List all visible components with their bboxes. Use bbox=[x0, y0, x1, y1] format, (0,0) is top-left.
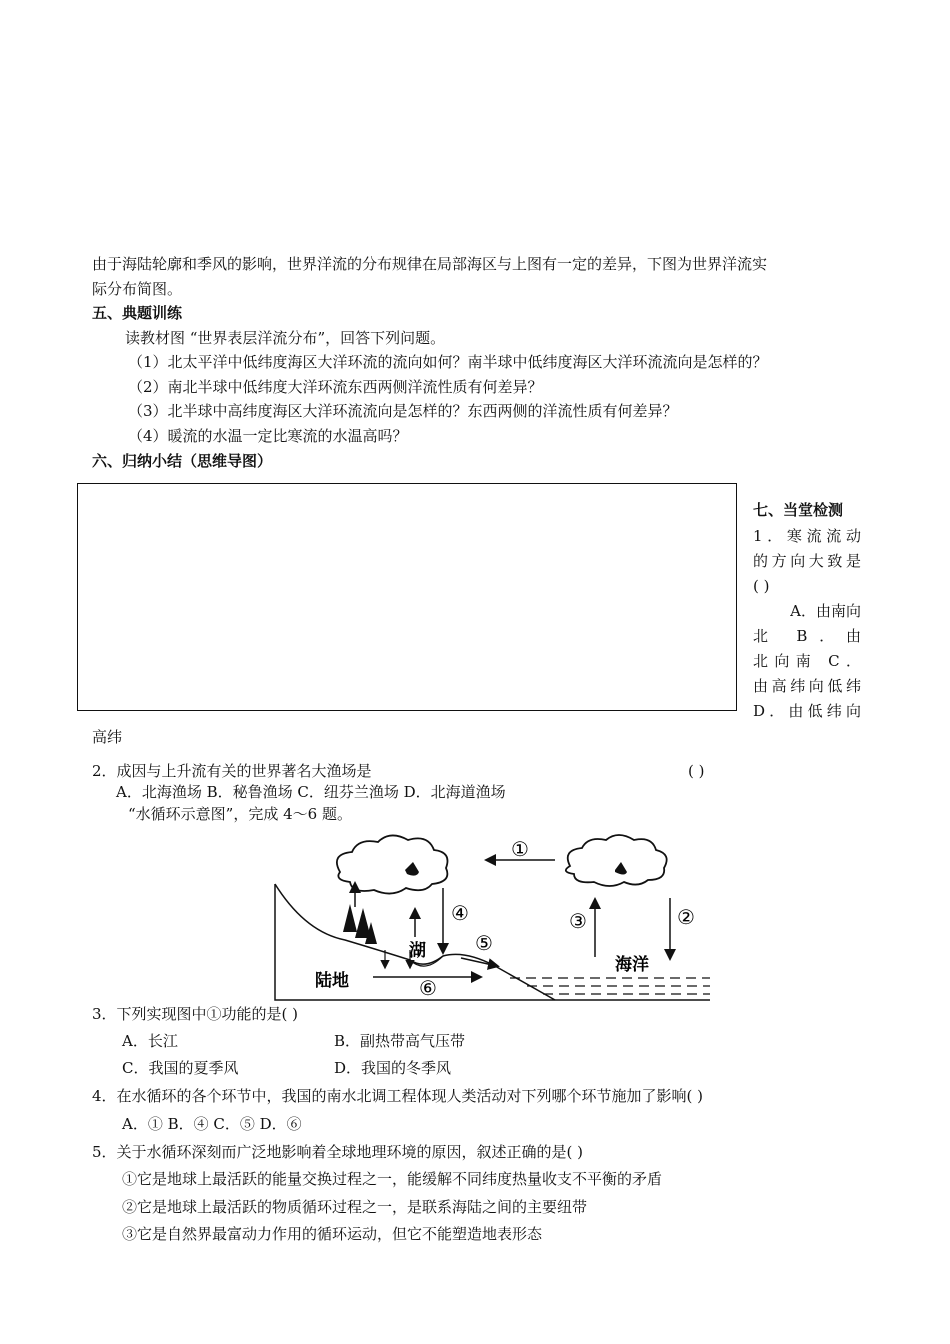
section-5-lead: 读教材图 “世界表层洋流分布”，回答下列问题。 bbox=[125, 329, 446, 347]
section-6-heading: 六、归纳小结（思维导图） bbox=[92, 452, 273, 470]
section-5-heading: 五、典题训练 bbox=[92, 304, 183, 322]
section-5-q4: （4）暖流的水温一定比寒流的水温高吗？ bbox=[128, 427, 408, 445]
q5-statement-3: ③它是自然界最富动力作用的循环运动，但它不能塑造地表形态 bbox=[122, 1225, 543, 1243]
water-cycle-diagram bbox=[265, 832, 715, 1004]
label-3: ③ bbox=[569, 909, 587, 933]
label-4: ④ bbox=[451, 901, 469, 925]
q1-line: 北 B．由 bbox=[753, 627, 861, 645]
q1-line: D．由低纬向 bbox=[753, 702, 861, 720]
intro-line-2: 际分布简图。 bbox=[92, 280, 183, 298]
section-7-q1 bbox=[753, 524, 861, 724]
q5-statement-1: ①它是地球上最活跃的能量交换过程之一，能缓解不同纬度热量收支不平衡的矛盾 bbox=[122, 1170, 663, 1188]
intro-line-1: 由于海陆轮廓和季风的影响，世界洋流的分布规律在局部海区与上图有一定的差异，下图为世界洋流实 bbox=[92, 255, 768, 273]
mind-map-box[interactable] bbox=[77, 483, 737, 711]
q1-line: A．由南向 bbox=[790, 602, 861, 620]
label-5: ⑤ bbox=[475, 931, 493, 955]
section-5-q1: （1）北太平洋中低纬度海区大洋环流的流向如何？南半球中低纬度海区大洋环流流向是怎样的？ bbox=[128, 353, 768, 371]
land-label: 陆地 bbox=[315, 971, 349, 991]
diagram-lead: “水循环示意图”，完成 4～6 题。 bbox=[128, 805, 352, 823]
q1-line: ( ) bbox=[753, 577, 770, 595]
lake-label: 湖 bbox=[409, 941, 426, 961]
label-6: ⑥ bbox=[419, 976, 437, 1000]
q1-tail: 高纬 bbox=[92, 728, 123, 746]
q4-stem: 4．在水循环的各个环节中，我国的南水北调工程体现人类活动对下列哪个环节施加了影响( ) bbox=[92, 1087, 704, 1105]
q5-stem: 5．关于水循环深刻而广泛地影响着全球地理环境的原因，叙述正确的是( ) bbox=[92, 1143, 584, 1161]
q1-line: 的方向大致是 bbox=[753, 552, 861, 570]
q1-line: 由高纬向低纬 bbox=[753, 677, 861, 695]
q1-line: 北向南 C． bbox=[753, 652, 861, 670]
q2-paren: ( ) bbox=[688, 762, 705, 780]
section-7-heading: 七、当堂检测 bbox=[753, 501, 844, 519]
q4-options: A．① B．④ C．⑤ D．⑥ bbox=[122, 1115, 302, 1133]
section-5-q3: （3）北半球中高纬度海区大洋环流流向是怎样的？东西两侧的洋流性质有何差异？ bbox=[128, 402, 678, 420]
q2-stem: 2．成因与上升流有关的世界著名大渔场是 bbox=[92, 762, 372, 780]
q2-options: A．北海渔场 B．秘鲁渔场 C．纽芬兰渔场 D．北海道渔场 bbox=[116, 783, 506, 801]
q3-stem: 3．下列实现图中①功能的是( ) bbox=[92, 1005, 299, 1023]
q3-option-a: A．长江 bbox=[122, 1032, 178, 1050]
trees bbox=[343, 904, 377, 944]
cloud-left bbox=[337, 835, 448, 893]
label-2: ② bbox=[677, 905, 695, 929]
section-5-q2: （2）南北半球中低纬度大洋环流东西两侧洋流性质有何差异？ bbox=[128, 378, 543, 396]
ocean-label: 海洋 bbox=[615, 955, 649, 975]
cloud-right bbox=[566, 835, 667, 886]
q3-option-d: D．我国的冬季风 bbox=[334, 1059, 452, 1077]
q3-option-c: C．我国的夏季风 bbox=[122, 1059, 239, 1077]
label-1: ① bbox=[511, 837, 529, 861]
q3-option-b: B．副热带高气压带 bbox=[334, 1032, 466, 1050]
q5-statement-2: ②它是地球上最活跃的物质循环过程之一，是联系海陆之间的主要纽带 bbox=[122, 1198, 588, 1216]
q1-line: 1．寒流流动 bbox=[753, 527, 861, 545]
